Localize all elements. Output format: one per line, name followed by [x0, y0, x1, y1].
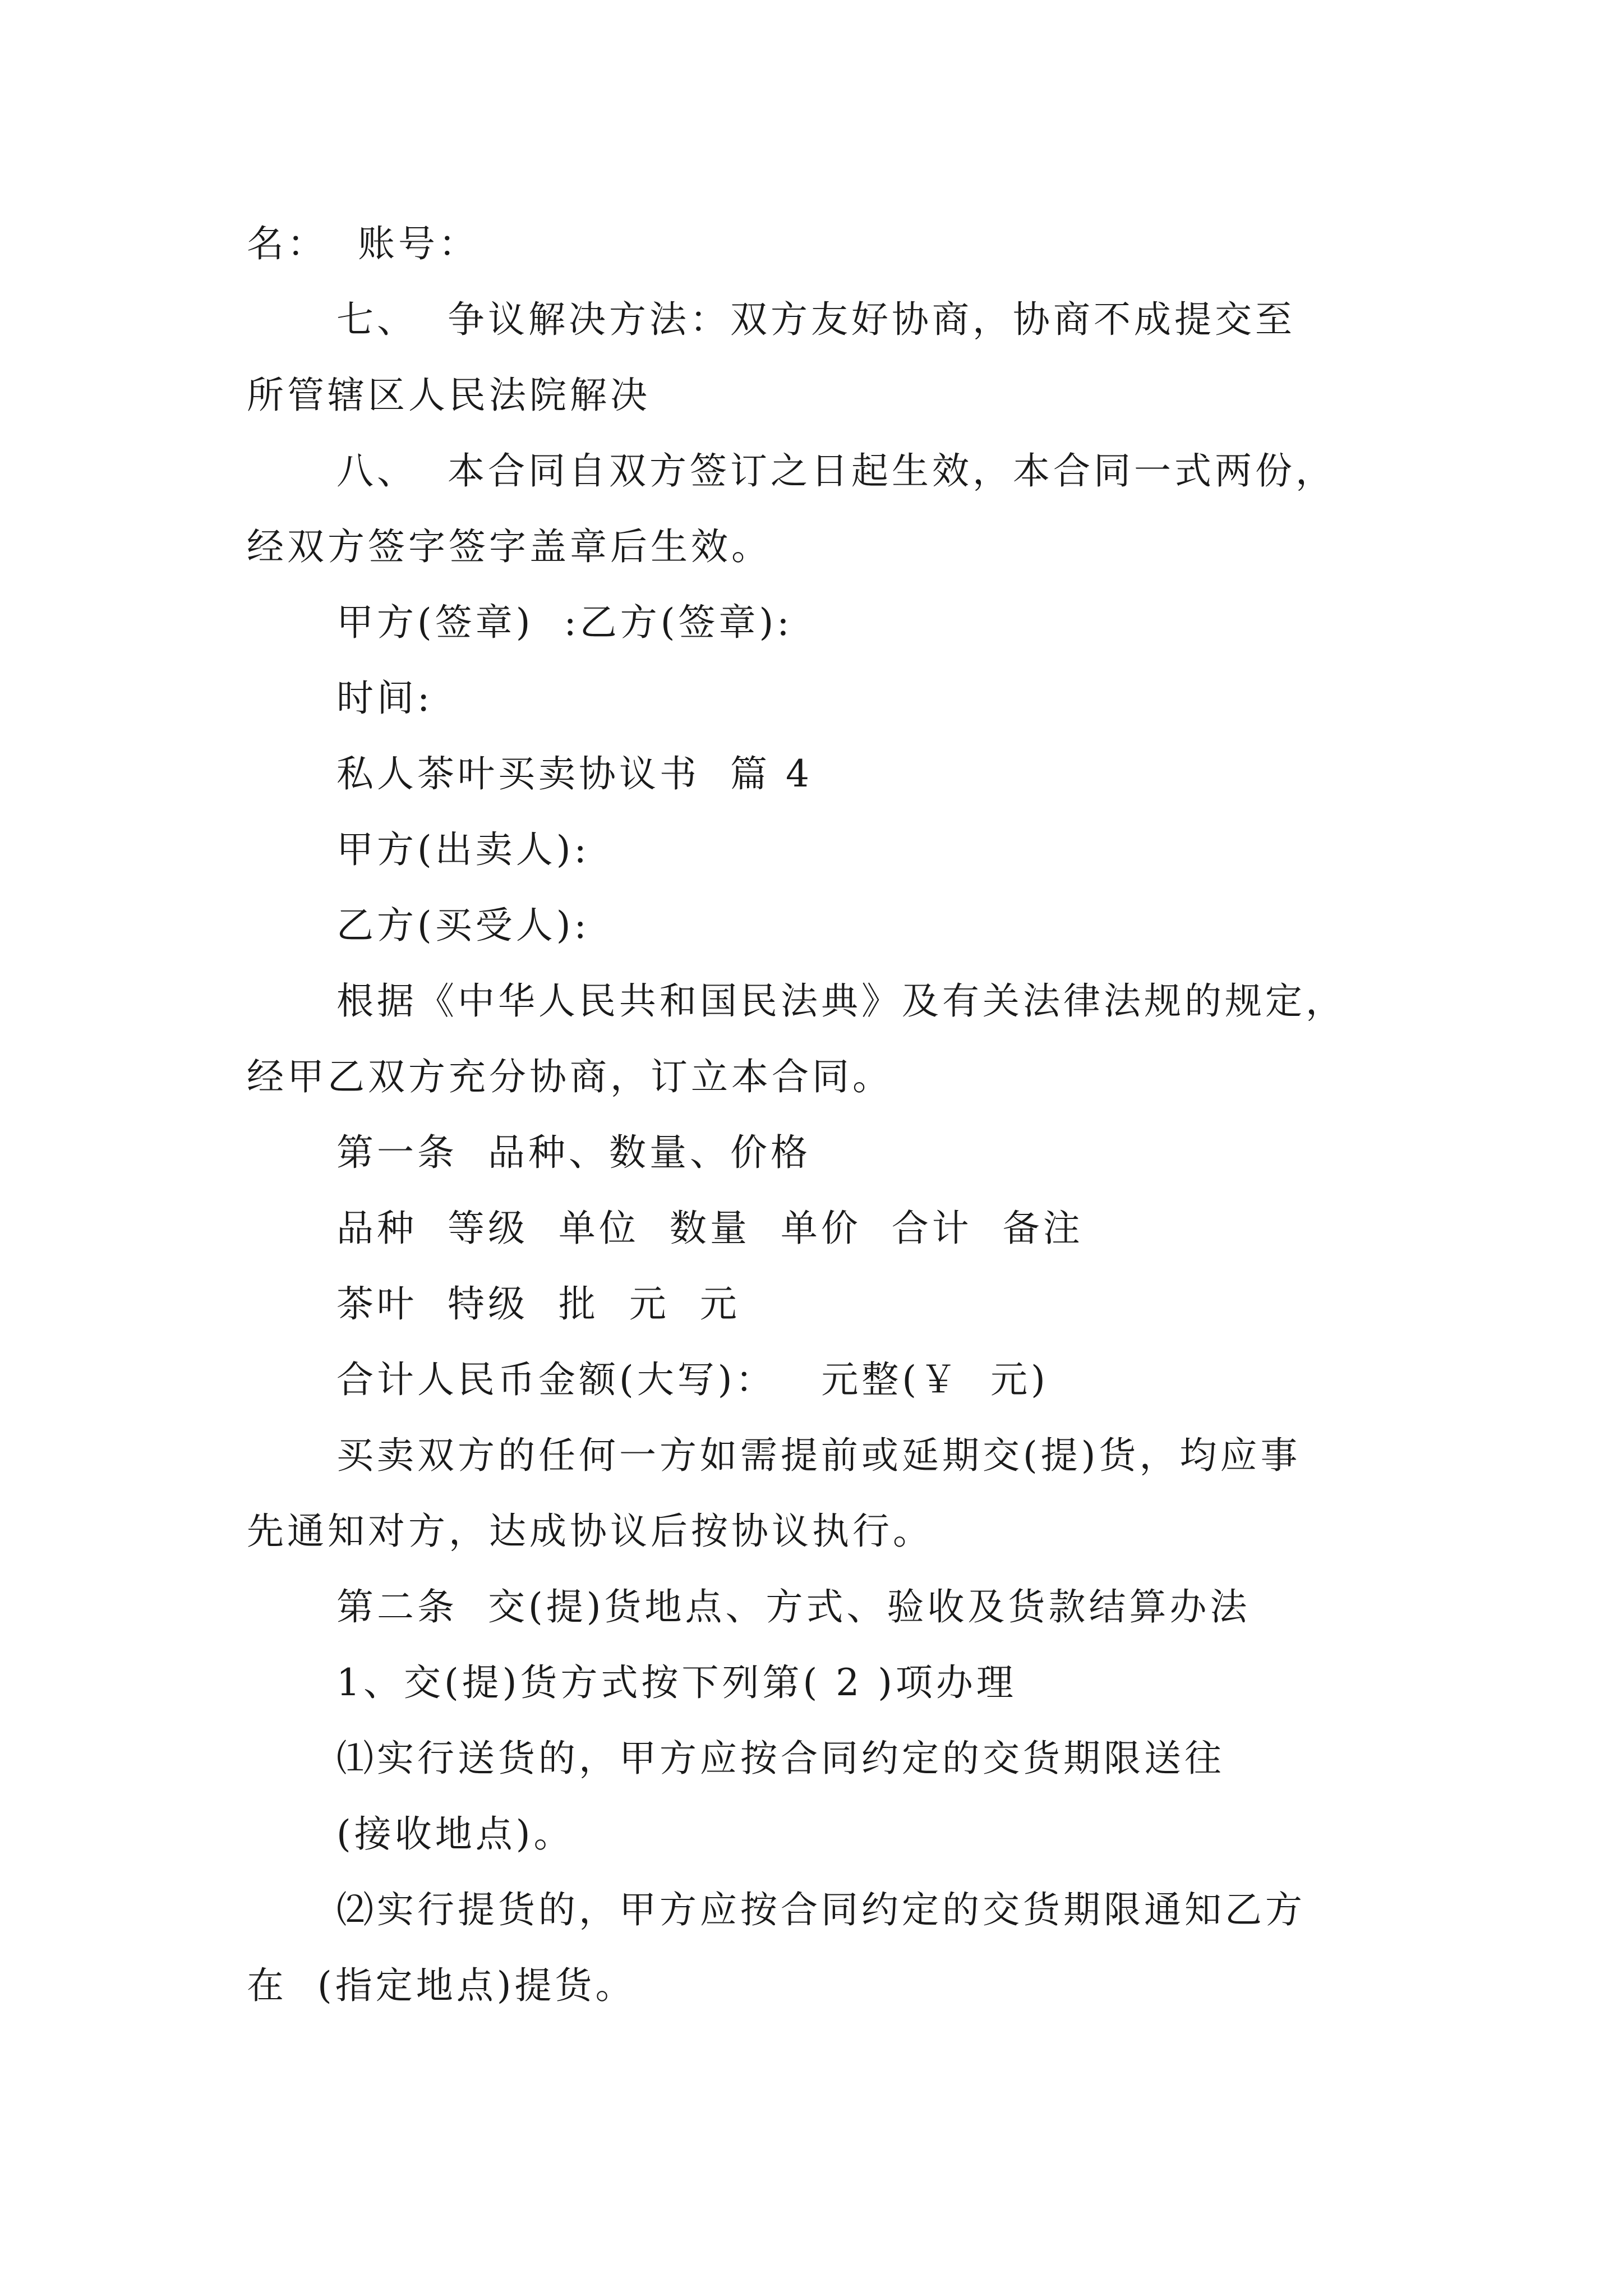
text-line-party-a: 甲方(出卖人):: [336, 828, 590, 871]
text-line-signatures: 甲方(签章) :乙方(签章):: [336, 601, 793, 644]
text-line-option-2-cont: 在 (指定地点)提货。: [247, 1964, 636, 2007]
text-line-table-row: 茶叶 特级 批 元 元: [336, 1282, 740, 1326]
text-line-time: 时间:: [336, 677, 434, 720]
text-line-option-1: ⑴实行送货的，甲方应按合同约定的交货期限送往: [336, 1737, 1225, 1780]
text-line-delivery-change: 买卖双方的任何一方如需提前或延期交(提)货，均应事: [336, 1434, 1301, 1477]
text-line-clause-8-cont: 经双方签字签字盖章后生效。: [247, 525, 772, 568]
text-line-clause-7: 七、 争议解决方法：双方友好协商，协商不成提交至: [336, 298, 1295, 341]
text-line-article-1: 第一条 品种、数量、价格: [336, 1131, 811, 1174]
text-line-party-b: 乙方(买受人):: [336, 904, 590, 947]
text-line-total-amount: 合计人民币金额(大写)： 元整(￥ 元): [336, 1358, 1049, 1401]
text-line-option-2: ⑵实行提货的，甲方应按合同约定的交货期限通知乙方: [336, 1888, 1306, 1931]
text-line-table-header: 品种 等级 单位 数量 单价 合计 备注: [336, 1207, 1083, 1250]
text-line-option-1-cont: (接收地点)。: [336, 1812, 574, 1856]
text-line-clause-8: 八、 本合同自双方签订之日起生效，本合同一式两份，: [336, 449, 1336, 493]
text-line-delivery-change-cont: 先通知对方，达成协议后按协议执行。: [247, 1510, 933, 1553]
text-line-preamble-cont: 经甲乙双方充分协商，订立本合同。: [247, 1055, 893, 1098]
text-line-article-2: 第二条 交(提)货地点、方式、验收及货款结算办法: [336, 1585, 1251, 1628]
text-line-delivery-method: 1、交(提)货方式按下列第( 2 )项办理: [336, 1661, 1017, 1704]
text-line-bank-account: 名： 账号：: [247, 222, 479, 265]
section-title: 私人茶叶买卖协议书 篇 4: [336, 752, 813, 795]
text-line-preamble: 根据《中华人民共和国民法典》及有关法律法规的规定，: [336, 979, 1346, 1023]
text-line-clause-7-cont: 所管辖区人民法院解决: [247, 374, 651, 417]
